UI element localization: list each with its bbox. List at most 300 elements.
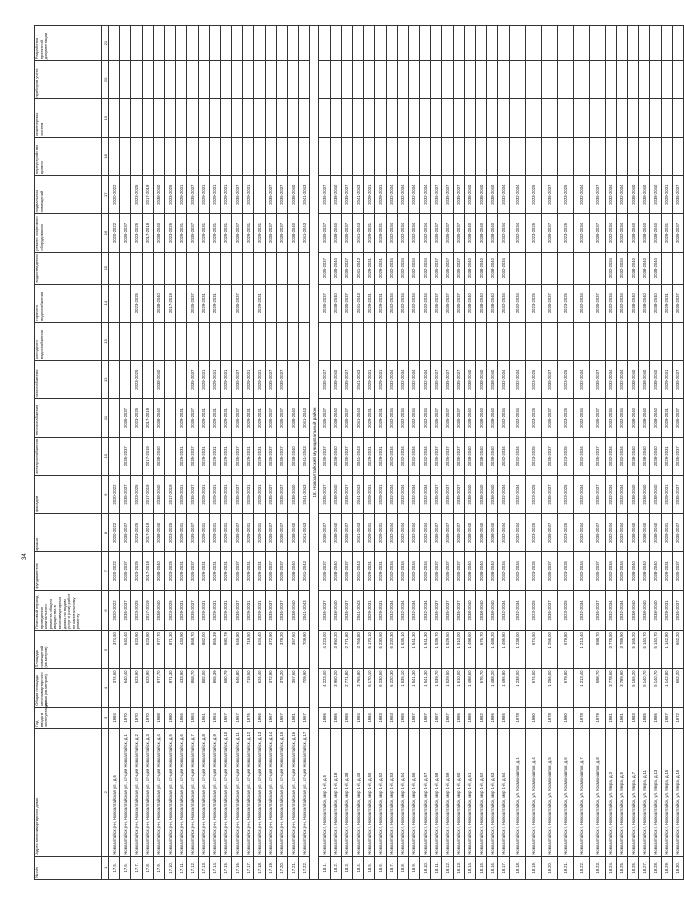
cell-area: 977,70	[153, 669, 164, 707]
cell-p6: 2029-2031	[176, 399, 187, 437]
table-row	[209, 26, 220, 880]
cell-p11: 2023-2025	[525, 214, 541, 252]
cell-area: 868,70	[187, 669, 198, 707]
cell-p2: 2032-2034	[397, 552, 408, 590]
cell-area2: 3 778,50	[605, 631, 616, 669]
column-number: 7	[102, 552, 109, 590]
cell-p1: 2038-2040	[288, 590, 299, 630]
cell-p7: 2029-2031	[661, 361, 672, 399]
cell-p5: 2029-2031	[375, 437, 386, 475]
table-row	[661, 26, 672, 880]
cell-p4: 2038-2040	[487, 475, 498, 513]
section-header-row	[310, 26, 319, 880]
cell-empty	[661, 137, 672, 175]
cell-p1: 2038-2040	[650, 590, 661, 630]
cell-empty	[142, 137, 153, 175]
cell-empty	[605, 137, 616, 175]
cell-p7: 2038-2040	[627, 361, 638, 399]
cell-p7: 2023-2025	[557, 361, 573, 399]
cell-n: 18.23.	[589, 856, 605, 879]
cell-p2: 2035-2037	[672, 552, 683, 590]
table-row	[442, 26, 453, 880]
cell-n: 17.17.	[243, 856, 254, 879]
cell-n: 17.22.	[299, 856, 310, 879]
cell-area2: 1 535,10	[397, 631, 408, 669]
cell-empty	[187, 61, 198, 99]
cell-p8	[616, 322, 627, 360]
cell-addr: Новоалтайск г, Новоалтайск, мкр 1-й, д.59	[442, 729, 453, 857]
cell-p6: 2029-2031	[364, 399, 375, 437]
cell-empty	[557, 99, 573, 137]
cell-area2: 719,50	[243, 631, 254, 669]
cell-p6: 2035-2037	[341, 399, 352, 437]
cell-year: 1983	[386, 707, 397, 728]
cell-area2: 662,20	[672, 631, 683, 669]
cell-p12: 2035-2037	[672, 176, 683, 214]
cell-p8	[153, 322, 164, 360]
column-number: 20	[102, 61, 109, 99]
cell-area: 433,90	[176, 669, 187, 707]
cell-p5: 2038-2040	[476, 437, 487, 475]
cell-p5	[131, 437, 142, 475]
table-row	[476, 26, 487, 880]
table-row	[541, 26, 557, 880]
cell-year: 1983	[627, 707, 638, 728]
cell-p6: 2032-2034	[397, 399, 408, 437]
cell-p1: 2038-2040	[476, 590, 487, 630]
cell-p3: 2023-2025	[525, 514, 541, 552]
cell-p8	[661, 322, 672, 360]
cell-n: 18.18.	[509, 856, 525, 879]
cell-p5: 2038-2040	[464, 437, 475, 475]
cell-p8	[131, 322, 142, 360]
cell-p3: 2032-2034	[420, 514, 431, 552]
cell-p9	[220, 284, 231, 322]
cell-n: 18.8.	[397, 856, 408, 879]
cell-area: 372,90	[265, 669, 276, 707]
cell-p5: 2035-2037	[442, 437, 453, 475]
cell-p2: 2035-2037	[453, 552, 464, 590]
cell-p6: 2029-2031	[209, 399, 220, 437]
cell-empty	[341, 26, 352, 61]
cell-p10	[232, 252, 243, 284]
cell-p8	[254, 322, 265, 360]
cell-p7: 2032-2034	[408, 361, 419, 399]
cell-p12: 2023-2025	[131, 176, 142, 214]
column-number: 1	[102, 856, 109, 879]
table-row	[276, 26, 287, 880]
cell-p4: 2038-2040	[627, 475, 638, 513]
cell-p5: 2032-2034	[616, 437, 627, 475]
cell-area2: 646,80	[232, 631, 243, 669]
cell-addr: Новоалтайск р-н, Новоалтайская ул., ст-ция Новоалтайск, д.7	[187, 729, 198, 857]
cell-empty	[672, 61, 683, 99]
cell-empty	[299, 99, 310, 137]
cell-p10: 2038-2040	[330, 252, 341, 284]
cell-p6: 2032-2034	[420, 399, 431, 437]
cell-p1: 2029-2031	[375, 590, 386, 630]
cell-p7: 2029-2031	[375, 361, 386, 399]
cell-p12: 2032-2034	[397, 176, 408, 214]
cell-p9: 2038-2040	[487, 284, 498, 322]
cell-p2: 2023-2025	[164, 552, 175, 590]
cell-p12: 2038-2040	[153, 176, 164, 214]
cell-p8	[220, 322, 231, 360]
cell-p9: 2032-2034	[397, 284, 408, 322]
table-row	[487, 26, 498, 880]
cell-n: 17.14.	[209, 856, 220, 879]
cell-area2: 709,90	[299, 631, 310, 669]
cell-p5: 2041-2043	[299, 437, 310, 475]
cell-year: 1966	[176, 707, 187, 728]
cell-p4: 2029-2031	[364, 475, 375, 513]
cell-empty	[616, 137, 627, 175]
cell-p8	[476, 322, 487, 360]
cell-p4: 2017-2019	[142, 475, 153, 513]
cell-p1: 2032-2034	[616, 590, 627, 630]
header-cell: Разработка проектной документации	[35, 26, 102, 61]
cell-n: 18.6.	[375, 856, 386, 879]
cell-p11: 2032-2034	[420, 214, 431, 252]
cell-p6: 2029-2031	[220, 399, 231, 437]
cell-empty	[341, 61, 352, 99]
cell-empty	[453, 99, 464, 137]
cell-n: 17.6.	[120, 856, 131, 879]
cell-empty	[420, 61, 431, 99]
cell-empty	[187, 137, 198, 175]
cell-addr: Новоалтайск г, Новоалтайск, ул. Мира, д.13	[650, 729, 661, 857]
cell-year: 1978	[509, 707, 525, 728]
cell-p9: 2032-2034	[573, 284, 589, 322]
cell-p7	[164, 361, 175, 399]
cell-p3: 2029-2031	[364, 514, 375, 552]
cell-empty	[573, 61, 589, 99]
cell-empty	[627, 99, 638, 137]
cell-empty	[639, 26, 650, 61]
cell-p1: 2032-2034	[408, 590, 419, 630]
cell-year: 1987	[442, 707, 453, 728]
cell-addr: Новоалтайск г, Новоалтайск, мкр 1-й, д.38	[341, 729, 352, 857]
cell-p7: 2038-2040	[330, 361, 341, 399]
cell-p7: 2029-2031	[220, 361, 231, 399]
cell-empty	[386, 137, 397, 175]
column-number: 11	[102, 399, 109, 437]
cell-empty	[299, 137, 310, 175]
cell-p1: 2035-2037	[589, 590, 605, 630]
cell-p12: 2041-2043	[299, 176, 310, 214]
cell-p6: 2032-2034	[509, 399, 525, 437]
cell-area: 646,80	[232, 669, 243, 707]
cell-p4: 2035-2037	[442, 475, 453, 513]
cell-p10	[153, 252, 164, 284]
cell-n: 18.7.	[386, 856, 397, 879]
cell-p3: 2032-2034	[573, 514, 589, 552]
cell-area: 5 140,70	[650, 669, 661, 707]
cell-p5: 2035-2037	[453, 437, 464, 475]
cell-year: 1987	[408, 707, 419, 728]
cell-n: 17.7.	[131, 856, 142, 879]
cell-p1: 2035-2037	[265, 590, 276, 630]
cell-p8	[288, 322, 299, 360]
cell-p11: 2032-2034	[616, 214, 627, 252]
cell-p1: 2032-2034	[397, 590, 408, 630]
cell-p11: 2029-2031	[254, 214, 265, 252]
cell-empty	[464, 26, 475, 61]
cell-area2: 1 142,80	[661, 631, 672, 669]
cell-p6: 2035-2037	[589, 399, 605, 437]
cell-empty	[364, 26, 375, 61]
table-row	[616, 26, 627, 880]
cell-p11: 2029-2031	[375, 214, 386, 252]
cell-p1: 2035-2037	[276, 590, 287, 630]
cell-addr: Новоалтайск р-н, Новоалтайская ул., ст-ция Новоалтайск, д.13	[254, 729, 265, 857]
cell-p9: 2023-2025	[557, 284, 573, 322]
cell-empty	[650, 99, 661, 137]
cell-p5: 2038-2040	[627, 437, 638, 475]
header-cell: электроснабжения	[35, 437, 102, 475]
cell-empty	[464, 137, 475, 175]
cell-p9: 2035-2037	[232, 284, 243, 322]
cell-p2: 2029-2031	[364, 552, 375, 590]
cell-empty	[487, 26, 498, 61]
cell-p3: 2023-2025	[557, 514, 573, 552]
cell-p10: 2035-2037	[319, 252, 330, 284]
cell-p10: 2035-2037	[453, 252, 464, 284]
cell-p6: 2038-2040	[476, 399, 487, 437]
cell-addr: Новоалтайск р-н, Новоалтайская ул., ст-ция Новоалтайск, д.5	[164, 729, 175, 857]
cell-empty	[198, 137, 209, 175]
cell-empty	[498, 61, 509, 99]
column-number: 17	[102, 176, 109, 214]
cell-p4: 2035-2037	[541, 475, 557, 513]
cell-p3: 2038-2040	[153, 514, 164, 552]
cell-p7: 2032-2034	[420, 361, 431, 399]
cell-area: 871,30	[164, 669, 175, 707]
cell-empty	[220, 99, 231, 137]
cell-p2: 2029-2031	[220, 552, 231, 590]
cell-p10	[265, 252, 276, 284]
cell-p8	[120, 322, 131, 360]
cell-year: 1967	[299, 707, 310, 728]
cell-p10: 2032-2034	[408, 252, 419, 284]
cell-p7: 2038-2040	[153, 361, 164, 399]
cell-p2: 2035-2037	[431, 552, 442, 590]
cell-p10	[120, 252, 131, 284]
cell-p4: 2029-2031	[209, 475, 220, 513]
cell-p12: 2035-2037	[232, 176, 243, 214]
cell-n: 17.8.	[142, 856, 153, 879]
table-row	[232, 26, 243, 880]
cell-p11: 2029-2031	[176, 214, 187, 252]
cell-p11: 2029-2031	[364, 214, 375, 252]
cell-p7: 2035-2037	[672, 361, 683, 399]
cell-p1: 2035-2037	[232, 590, 243, 630]
cell-p6: 2038-2040	[639, 399, 650, 437]
cell-p7	[120, 361, 131, 399]
cell-year: 1979	[589, 707, 605, 728]
cell-area: 3 789,90	[616, 669, 627, 707]
header-cell: водоотведения	[35, 252, 102, 284]
cell-p12: 2032-2034	[573, 176, 589, 214]
cell-empty	[330, 26, 341, 61]
table-row	[525, 26, 541, 880]
cell-area: 676,70	[476, 669, 487, 707]
table-row	[453, 26, 464, 880]
cell-empty	[288, 26, 299, 61]
cell-p5: 2035-2037	[276, 437, 287, 475]
table-row	[650, 26, 661, 880]
cell-p4: 2032-2034	[397, 475, 408, 513]
cell-p9: 2032-2034	[420, 284, 431, 322]
cell-empty	[142, 61, 153, 99]
cell-p9: 2035-2037	[442, 284, 453, 322]
cell-empty	[198, 26, 209, 61]
cell-p9: 2038-2040	[330, 284, 341, 322]
cell-p3: 2035-2037	[265, 514, 276, 552]
cell-p4: 2029-2031	[176, 475, 187, 513]
cell-empty	[589, 137, 605, 175]
cell-p7: 2035-2037	[187, 361, 198, 399]
cell-area2: 1 541,30	[420, 631, 431, 669]
cell-empty	[487, 61, 498, 99]
cell-p1: 2035-2037	[442, 590, 453, 630]
table-body-group-1	[109, 26, 310, 880]
cell-empty	[142, 99, 153, 137]
cell-p8	[330, 322, 341, 360]
cell-p2: 2029-2031	[254, 552, 265, 590]
cell-p11: 2029-2031	[243, 214, 254, 252]
cell-empty	[153, 61, 164, 99]
cell-empty	[557, 26, 573, 61]
cell-p7: 2035-2037	[442, 361, 453, 399]
header-cell: № п/п	[35, 856, 102, 879]
cell-area2: 3 789,90	[616, 631, 627, 669]
cell-p12: 2029-2031	[375, 176, 386, 214]
cell-p1: 2029-2031	[176, 590, 187, 630]
cell-area2: 374,50	[109, 631, 120, 669]
cell-p12: 2032-2034	[509, 176, 525, 214]
cell-p2: 2038-2040	[650, 552, 661, 590]
cell-n: 17.16.	[232, 856, 243, 879]
cell-p8	[442, 322, 453, 360]
cell-p1: 2032-2034	[420, 590, 431, 630]
cell-p10	[525, 252, 541, 284]
cell-p9: 2035-2037	[341, 284, 352, 322]
cell-empty	[220, 61, 231, 99]
cell-empty	[420, 99, 431, 137]
cell-p8	[639, 322, 650, 360]
cell-year: 1967	[276, 707, 287, 728]
column-number: 4	[102, 669, 109, 707]
cell-empty	[487, 99, 498, 137]
cell-p3: 2032-2034	[605, 514, 616, 552]
section-title: 18. Новоалтайский муниципальный район	[310, 26, 319, 880]
cell-empty	[254, 61, 265, 99]
cell-p6: 2035-2037	[431, 399, 442, 437]
cell-p11: 2017-2019	[142, 214, 153, 252]
column-numbers-row	[102, 26, 109, 880]
cell-p10	[509, 252, 525, 284]
cell-p2: 2032-2034	[408, 552, 419, 590]
cell-p11: 2032-2034	[509, 214, 525, 252]
cell-p12: 2032-2034	[420, 176, 431, 214]
cell-empty	[209, 137, 220, 175]
cell-year: 1967	[232, 707, 243, 728]
cell-p12: 2038-2040	[288, 176, 299, 214]
cell-empty	[375, 99, 386, 137]
cell-empty	[364, 99, 375, 137]
cell-empty	[232, 137, 243, 175]
cell-empty	[431, 61, 442, 99]
cell-p8	[408, 322, 419, 360]
cell-p5: 2035-2037	[541, 437, 557, 475]
cell-empty	[476, 99, 487, 137]
cell-p5: 2017-2019	[142, 437, 153, 475]
cell-empty	[661, 61, 672, 99]
cell-area: 357,60	[288, 669, 299, 707]
cell-p7: 2041-2043	[352, 361, 363, 399]
cell-empty	[498, 99, 509, 137]
cell-p5: 2035-2037	[319, 437, 330, 475]
cell-area: 1 535,10	[397, 669, 408, 707]
cell-p12: 2035-2037	[187, 176, 198, 214]
cell-p12: 2017-2019	[142, 176, 153, 214]
cell-p10	[541, 252, 557, 284]
cell-p11: 2041-2043	[352, 214, 363, 252]
cell-p7: 2035-2037	[265, 361, 276, 399]
cell-p1: 2035-2037	[120, 590, 131, 630]
cell-area: 623,90	[142, 669, 153, 707]
cell-addr: Новоалтайск г, Новоалтайск, мкр 1-й, д.56	[408, 729, 419, 857]
header-cell: крыши	[35, 514, 102, 552]
cell-p8	[319, 322, 330, 360]
cell-p10	[243, 252, 254, 284]
cell-p12: 2029-2031	[176, 176, 187, 214]
cell-p7: 2038-2040	[476, 361, 487, 399]
cell-p3: 2041-2043	[299, 514, 310, 552]
column-number: 14	[102, 284, 109, 322]
cell-p11: 2035-2037	[265, 214, 276, 252]
cell-p4: 2038-2040	[330, 475, 341, 513]
cell-empty	[243, 26, 254, 61]
cell-p2: 2029-2031	[375, 552, 386, 590]
cell-p11: 2035-2037	[589, 214, 605, 252]
cell-p3: 2029-2031	[220, 514, 231, 552]
cell-p6: 2035-2037	[453, 399, 464, 437]
cell-area2: 640,40	[120, 631, 131, 669]
cell-p8	[176, 322, 187, 360]
cell-area: 378,20	[276, 669, 287, 707]
cell-p4: 2032-2034	[509, 475, 525, 513]
cell-p3: 2035-2037	[319, 514, 330, 552]
cell-p1: 2035-2037	[541, 590, 557, 630]
cell-p11: 2029-2031	[209, 214, 220, 252]
cell-area2: 1 213,40	[573, 631, 589, 669]
cell-p9: 2038-2040	[650, 284, 661, 322]
cell-empty	[375, 61, 386, 99]
cell-p2: 2023-2025	[131, 552, 142, 590]
cell-empty	[573, 137, 589, 175]
column-number: 19	[102, 99, 109, 137]
cell-addr: Новоалтайск г, Новоалтайск, мкр 1-й, д.50	[364, 729, 375, 857]
cell-empty	[650, 26, 661, 61]
cell-empty	[299, 61, 310, 99]
cell-p11: 2023-2025	[164, 214, 175, 252]
cell-empty	[288, 99, 299, 137]
cell-p7: 2035-2037	[319, 361, 330, 399]
cell-empty	[509, 61, 525, 99]
cell-area2: 2 771,80	[341, 631, 352, 669]
